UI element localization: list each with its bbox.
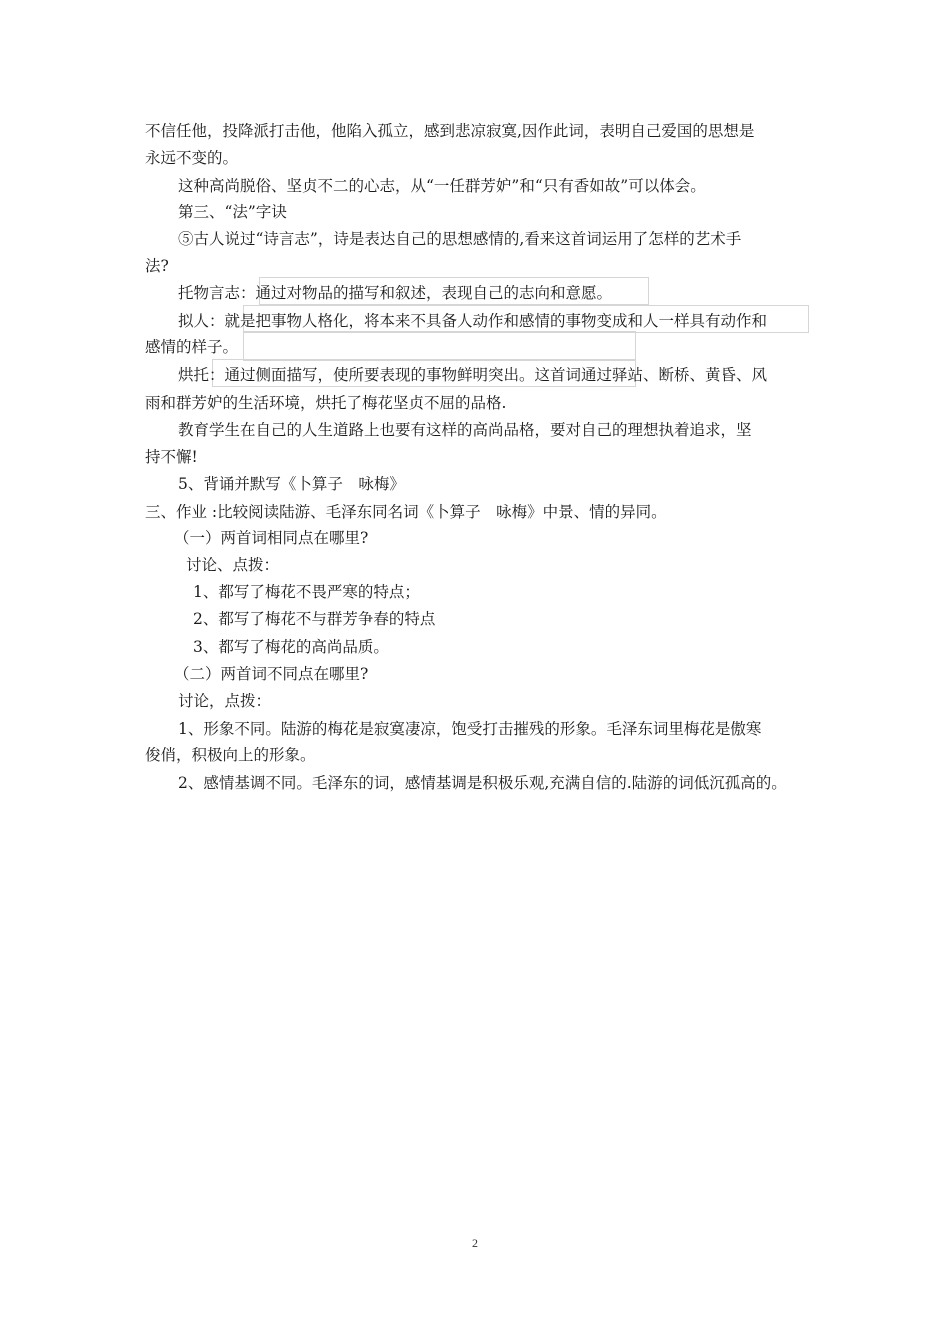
text-line: 雨和群芳妒的生活环境，烘托了梅花坚贞不屈的品格. <box>145 394 507 412</box>
text-line: 1、形象不同。陆游的梅花是寂寞凄凉，饱受打击摧残的形象。毛泽东词里梅花是傲寒 <box>178 720 762 738</box>
page-number: 2 <box>472 1236 478 1250</box>
text-line: 三、作业 :比较阅读陆游、毛泽东同名词《卜算子 咏梅》中景、情的异同。 <box>145 503 667 521</box>
text-line: （一）两首词相同点在哪里? <box>174 529 369 547</box>
text-line: 2、都写了梅花不与群芳争春的特点 <box>193 610 436 628</box>
annotation-box <box>243 331 636 361</box>
text-line: 托物言志：通过对物品的描写和叙述，表现自己的志向和意愿。 <box>178 284 613 302</box>
text-line: 俊俏，积极向上的形象。 <box>145 746 316 764</box>
text-line: 永远不变的。 <box>145 149 239 167</box>
text-line: 第三、“法”字诀 <box>178 203 287 221</box>
text-line: 教育学生在自己的人生道路上也要有这样的高尚品格，要对自己的理想执着追求，坚 <box>178 421 752 439</box>
text-line: ⑤古人说过“诗言志”，诗是表达自己的思想感情的,看来这首词运用了怎样的艺术手 <box>178 230 742 248</box>
text-line: 这种高尚脱俗、坚贞不二的心志，从“一任群芳妒”和“只有香如故”可以体会。 <box>178 177 706 195</box>
text-line: 拟人：就是把事物人格化，将本来不具备人动作和感情的事物变成和人一样具有动作和 <box>178 312 768 330</box>
text-line: 讨论、点拨： <box>186 556 280 574</box>
text-line: 持不懈! <box>145 448 198 466</box>
text-line: 讨论，点拨： <box>178 692 272 710</box>
text-line: 3、都写了梅花的高尚品质。 <box>193 638 389 656</box>
text-line: 不信任他，投降派打击他，他陷入孤立，感到悲凉寂寞,因作此词，表明自己爱国的思想是 <box>145 122 755 140</box>
text-line: 2、感情基调不同。毛泽东的词，感情基调是积极乐观,充满自信的.陆游的词低沉孤高的。 <box>178 774 787 792</box>
text-line: 法? <box>145 257 169 275</box>
text-line: 5、背诵并默写《卜算子 咏梅》 <box>178 475 405 493</box>
text-line: 烘托：通过侧面描写，使所要表现的事物鲜明突出。这首词通过驿站、断桥、黄昏、风 <box>178 366 768 384</box>
text-line: （二）两首词不同点在哪里? <box>174 665 369 683</box>
text-line: 1、都写了梅花不畏严寒的特点； <box>193 583 420 601</box>
text-line: 感情的样子。 <box>145 338 239 356</box>
